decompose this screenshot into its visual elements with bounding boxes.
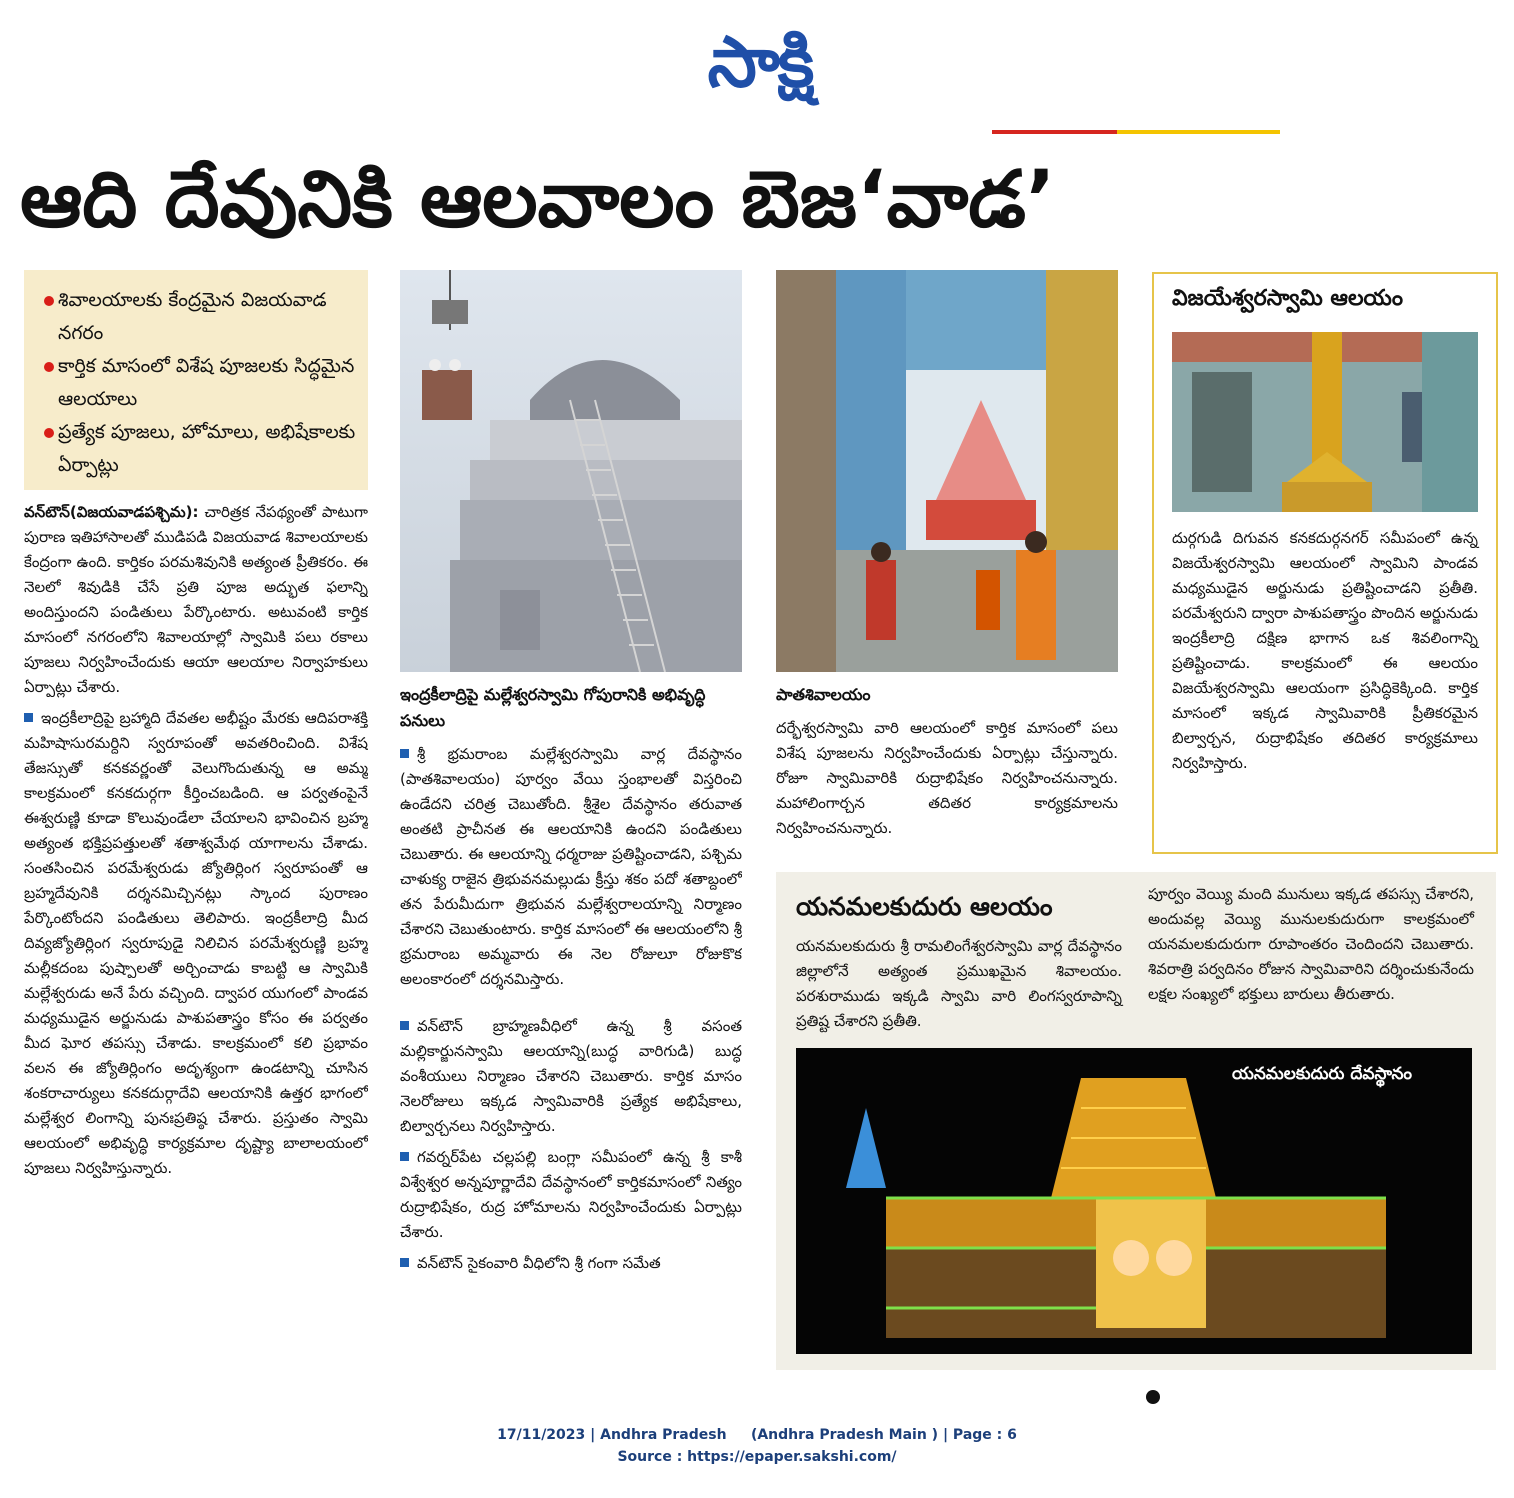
box-text-right: పూర్వం వెయ్యి మంది మునులు ఇక్కడ తపస్సు చేశారని, అందువల్ల వెయ్యి మునులకుదురుగా కాలక్రమంలో యనమలకుదురుగా రూపాంతరం చెందిందని చెబుతారు. శివరాత్రి పర్వదినం రోజున స్వామివారిని దర్శించుకునేందు లక్షల సంఖ్యలో భక్తులు బారులు తీరుతారు. [1148,885,1474,1003]
article-paragraph: ఇంద్రకీలాద్రిపై బ్రహ్మాది దేవతల అభీష్టం మేరకు ఆదిపరాశక్తి మహిషాసురమర్దిని స్వరూపంతో అవతరించింది. విశేష తేజస్సుతో కనకవర్ణంతో వెలుగొందుతున్న ఆ అమ్మ కాలక్రమంలో కనకదుర్గగా కీర్తించబడింది. ఆ పర్వతంపైనే ఈశ్వరుణ్ణి కూడా కొలువుండేలా చేయాలని భావించిన బ్రహ్మ అత్యంత భక్తిప్రపత్తులతో శతాశ్వమేథ యాగాలను చేశాడు. సంతసించిన పరమేశ్వరుడు జ్యోతిర్లింగ స్వరూపంతో ఆ బ్రహ్మదేవునికి దర్శనమిచ్చినట్లు స్కాంద పురాణం పేర్కొంటోందని పండితులు తెలిపారు. ఇంద్రకీలాద్రి మీద దివ్యజ్యోతిర్లింగ స్వరూపుడై నిలిచిన పరమేశ్వరుణ్ణి బ్రహ్మ మల్లీకదంబ పుష్పాలతో అర్చించాడు కాబట్టి ఆ స్వామికి మల్లేశ్వరుడు అనే పేరు వచ్చింది. ద్వాపర యుగంలో పాండవ మధ్యముడైన అర్జునుడు పాశుపతాస్త్రం కోసం ఈ పర్వతం మీద ఘోర తపస్సు చేశాడు. కాలక్రమంలో కలి ప్రభావం వలన ఈ జ్యోతిర్లింగం అదృశ్యంగా ఉండటాన్ని చూసిన శంకరాచార్యులు కనకదుర్గాదేవి ఆలయానికి ఉత్తర భాగంలో మల్లేశ్వర లింగాన్ని పునఃప్రతిష్ఠ చేశారు. ప్రస్తుతం స్వామి ఆలయంలో అభివృద్ధి కార్యక్రమాల దృష్ట్యా బాలాలయంలో పూజలు నిర్వహిస్తున్నారు. [24,709,368,1177]
photo-yanamalakuduru-temple [796,1048,1472,1354]
column-3 [776,716,1118,847]
footer-source-link[interactable]: Source : https://epaper.sakshi.com/ [617,1449,897,1465]
box-text: దుర్గగుడి దిగువన కనకదుర్గనగర్ సమీపంలో ఉన్న విజయేశ్వరస్వామి ఆలయంలో స్వామిని పాండవ మధ్యముడైన అర్జునుడు ప్రతిష్టించాడని ప్రతీతి. పరమేశ్వరుని ద్వారా పాశుపతాస్త్రం పొందిన అర్జునుడు ఇంద్రకీలాద్రి దక్షిణ భాగాన ఒక శివలింగాన్ని ప్రతిష్టించాడు. కాలక్రమంలో ఈ ఆలయం విజయేశ్వరస్వామి ఆలయంగా ప్రసిద్ధికెక్కింది. కార్తిక మాసంలో ఇక్కడ స్వామివారికి ప్రీతికరమైన బిల్వార్చన, రుద్రాభిషేకం తదితర కార్యక్రమాలు నిర్వహిస్తారు. [1172,529,1478,772]
article-paragraph: గవర్నర్‌పేట చల్లపల్లి బంగ్లా సమీపంలో ఉన్న శ్రీ కాశీ విశ్వేశ్వర అన్నపూర్ణాదేవి దేవస్థానంలో కార్తికమాసంలో నిత్యం రుద్రాభిషేకం, రుద్ర హోమాలను నిర్వహించేందుకు ఏర్పాట్లు చేశారు. [400,1148,742,1241]
article-paragraph: దర్భేశ్వరస్వామి వారి ఆలయంలో కార్తిక మాసంలో పలు విశేష పూజలను నిర్వహించేందుకు ఏర్పాట్లు చేస్తున్నారు. రోజూ స్వామివారికి రుద్రాభిషేకం నిర్వహించనున్నారు. మహాలింగార్చన తదితర కార్యక్రమాలను నిర్వహించనున్నారు. [776,719,1118,837]
photo-patha-shivalayam [776,270,1118,672]
box-title: యనమలకుదురు ఆలయం [796,892,1053,921]
photo-vijayeswara-temple [1172,332,1478,512]
square-bullet-icon [24,713,33,722]
article-paragraph: శ్రీ భ్రమరాంబ మల్లేశ్వరస్వామి వార్ల దేవస్థానం (పాతశివాలయం) పూర్వం వేయి స్తంభాలతో విస్తరించి ఉండేదని చరిత్ర చెబుతోంది. శ్రీశైల దేవస్థానం తరువాత అంతటి ప్రాచీనత ఈ ఆలయానికి ఉందని పండితులు చెబుతారు. ఈ ఆలయాన్ని ధర్మరాజు ప్రతిష్టించాడని, పశ్చిమ చాళుక్య రాజైన త్రిభువనమల్లుడు క్రీస్తు శకం పదో శతాబ్దంలో తన పేరుమీదుగా త్రిభువన మల్లేశ్వరాలయాన్ని నిర్మాణం చేశారని చెబుతుంటారు. కార్తిక మాసంలో ఈ ఆలయంలోని శ్రీ భ్రమరాంబ అమ్మవారు ఈ నెల రోజులూ రోజుకొక అలంకారంలో దర్శనమిస్తారు. [400,745,742,988]
sakshi-logo: సాక్షి [707,21,813,103]
photo-label: యనమలకుదురు దేవస్థానం [1232,1064,1412,1084]
photo-caption: ఇంద్రకీలాద్రిపై మల్లేశ్వరస్వామి గోపురానికి అభివృద్ధి పనులు [400,685,706,730]
box-text-left: యనమలకుదురు శ్రీ రామలింగేశ్వరస్వామి వార్ల దేవస్థానం జిల్లాలోనే అత్యంత ప్రముఖమైన శివాలయం. పరశురాముడు ఇక్కడి స్వామి వారి లింగస్వరూపాన్ని ప్రతిష్ట చేశారని ప్రతీతి. [796,937,1122,1030]
article-paragraph: వన్‌టౌన్‌ సైకంవారి వీధిలోని శ్రీ గంగా సమేత [417,1254,661,1272]
column-2 [400,742,742,1377]
highlight-item: కార్తిక మాసంలో విశేష పూజలకు సిద్ధమైన ఆలయాలు [44,350,358,416]
highlight-item: శివాలయాలకు కేంద్రమైన విజయవాడ నగరం [44,284,358,350]
headline: ఆది దేవునికి ఆలవాలం బెజ‘వాడ’ [20,155,1056,245]
square-bullet-icon [400,1258,409,1267]
article-paragraph: వన్‌టౌన్‌ బ్రాహ్మణవీధిలో ఉన్న శ్రీ వసంత మల్లికార్జునస్వామి ఆలయాన్ని(బుద్ధ వారిగుడి) బుద్ధ వంశీయులు నిర్మాణం చేశారని చెబుతారు. కార్తిక మాసం నెలరోజులు ఇక్కడ స్వామివారికి ప్రత్యేక అభిషేకాలు, బిల్వార్చనలు నిర్వహిస్తారు. [400,1017,742,1135]
photo-caption: పాతశివాలయం [776,685,871,704]
box-title: విజయేశ్వరస్వామి ఆలయం [1172,286,1404,311]
headline-color-bar [992,130,1280,134]
column-1 [24,500,368,1400]
decorative-dot [1146,1390,1160,1404]
vijayeswara-box [1152,272,1498,854]
article-paragraph: చారిత్రక నేపథ్యంతో పాటుగా పురాణ ఇతిహాసాలతో ముడిపడి విజయవాడ శివాలయాలకు కేంద్రంగా ఉంది. కార్తికం పరమశివునికి అత్యంత ప్రీతికరం. ఈ నెలలో శివుడికి చేసే ప్రతి పూజ అద్భుత ఫలాన్ని అందిస్తుందని పండితులు పేర్కొంటారు. అటువంటి కార్తిక మాసంలో నగరంలోని శివాలయాల్లో స్వామికి పలు రకాలు పూజలు నిర్వహించేందుకు ఆయా ఆలయాల నిర్వాహకులు ఏర్పాట్లు చేశారు. [24,503,368,696]
highlight-item: ప్రత్యేక పూజలు, హోమాలు, అభిషేకాలకు ఏర్పాట్లు [44,416,358,482]
square-bullet-icon [400,1021,409,1030]
square-bullet-icon [400,1152,409,1161]
yanamalakuduru-box [776,872,1496,1370]
dateline: వన్‌టౌన్‌(విజయవాడపశ్చిమ): [24,503,199,521]
square-bullet-icon [400,749,409,758]
footer [0,1424,1514,1468]
photo-gopuram-construction [400,270,742,672]
footer-date-line: 17/11/2023 | Andhra Pradesh (Andhra Pradesh Main ) | Page : 6 [497,1427,1017,1443]
highlights-box [24,270,368,490]
